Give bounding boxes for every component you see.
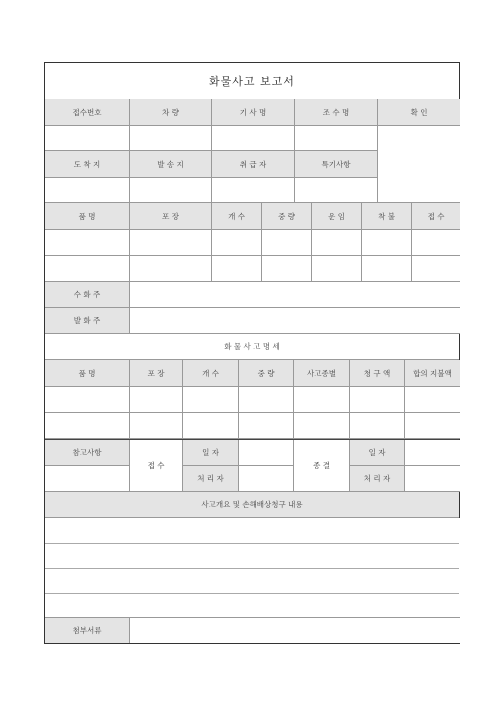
goods-cell[interactable] [45,230,130,256]
goods-cell[interactable] [412,256,460,282]
vehicle-field[interactable] [130,126,212,151]
detail-cell[interactable] [350,413,405,439]
header-received: 접 수 [412,203,460,230]
header-receipt-number: 접수번호 [45,99,130,126]
receipt-handler-field[interactable] [239,466,294,492]
header-special-notes: 특기사항 [295,151,378,178]
destination-field[interactable] [45,178,130,203]
origin-field[interactable] [130,178,212,203]
summary-line [45,543,459,544]
detail-cell[interactable] [350,387,405,413]
confirmation-field[interactable] [378,126,460,203]
receipt-number-field[interactable] [45,126,130,151]
goods-cell[interactable] [262,230,312,256]
assistant-name-field[interactable] [295,126,378,151]
detail-cell[interactable] [405,413,460,439]
goods-cell[interactable] [262,256,312,282]
header-vehicle: 차 량 [130,99,212,126]
receipt-label: 접 수 [130,440,183,492]
header-cod: 착 불 [362,203,412,230]
receiver-label: 수 화 주 [45,282,130,308]
goods-cell[interactable] [362,230,412,256]
detail-header-accident-type: 사고종별 [294,360,350,387]
header-packaging: 포 장 [130,203,212,230]
header-quantity: 개 수 [212,203,262,230]
detail-cell[interactable] [183,387,239,413]
closing-date-field[interactable] [405,440,460,466]
detail-cell[interactable] [130,387,183,413]
header-destination: 도 착 지 [45,151,130,178]
receipt-date-label: 일 자 [183,440,239,466]
detail-header-packaging: 포 장 [130,360,183,387]
header-origin: 발 송 지 [130,151,212,178]
header-weight: 중 량 [262,203,312,230]
detail-cell[interactable] [294,387,350,413]
goods-cell[interactable] [130,256,212,282]
detail-cell[interactable] [239,413,294,439]
closing-handler-label: 처 리 자 [350,466,405,492]
header-goods-name: 품 명 [45,203,130,230]
detail-cell[interactable] [183,413,239,439]
summary-line [45,593,459,594]
attachments-label: 첨부서류 [45,618,130,643]
reference-field[interactable] [45,466,130,492]
detail-cell[interactable] [45,387,130,413]
goods-cell[interactable] [412,230,460,256]
receipt-handler-label: 처 리 자 [183,466,239,492]
receiver-field[interactable] [130,282,460,308]
goods-cell[interactable] [212,256,262,282]
reference-label: 참고사항 [45,440,130,466]
detail-header-quantity: 개 수 [183,360,239,387]
detail-header-claim-amount: 청 구 액 [350,360,405,387]
goods-cell[interactable] [312,230,362,256]
detail-cell[interactable] [239,387,294,413]
closing-handler-field[interactable] [405,466,460,492]
driver-name-field[interactable] [212,126,295,151]
sender-label: 발 화 주 [45,308,130,334]
detail-cell[interactable] [45,413,130,439]
header-freight: 운 임 [312,203,362,230]
closing-date-label: 일 자 [350,440,405,466]
detail-cell[interactable] [294,413,350,439]
attachments-field[interactable] [130,618,460,643]
report-title: 화물사고 보고서 [45,63,459,100]
detail-cell[interactable] [405,387,460,413]
header-handler: 취 급 자 [212,151,295,178]
special-notes-field[interactable] [295,178,378,203]
detail-header-settlement: 합의 지불액 [405,360,460,387]
handler-field[interactable] [212,178,295,203]
header-confirmation: 확 인 [378,99,460,126]
accident-detail-title: 화 물 사 고 명 세 [45,334,459,360]
detail-cell[interactable] [130,413,183,439]
header-assistant-name: 조 수 명 [295,99,378,126]
header-driver-name: 기 사 명 [212,99,295,126]
goods-cell[interactable] [130,230,212,256]
receipt-date-field[interactable] [239,440,294,466]
goods-cell[interactable] [212,230,262,256]
goods-cell[interactable] [45,256,130,282]
goods-cell[interactable] [312,256,362,282]
detail-header-weight: 중 량 [239,360,294,387]
closing-label: 종 결 [294,440,350,492]
summary-title: 사고개요 및 손해배상청구 내용 [45,492,459,518]
accident-report-form [44,62,460,644]
goods-cell[interactable] [362,256,412,282]
detail-header-goods-name: 품 명 [45,360,130,387]
summary-line [45,568,459,569]
sender-field[interactable] [130,308,460,334]
